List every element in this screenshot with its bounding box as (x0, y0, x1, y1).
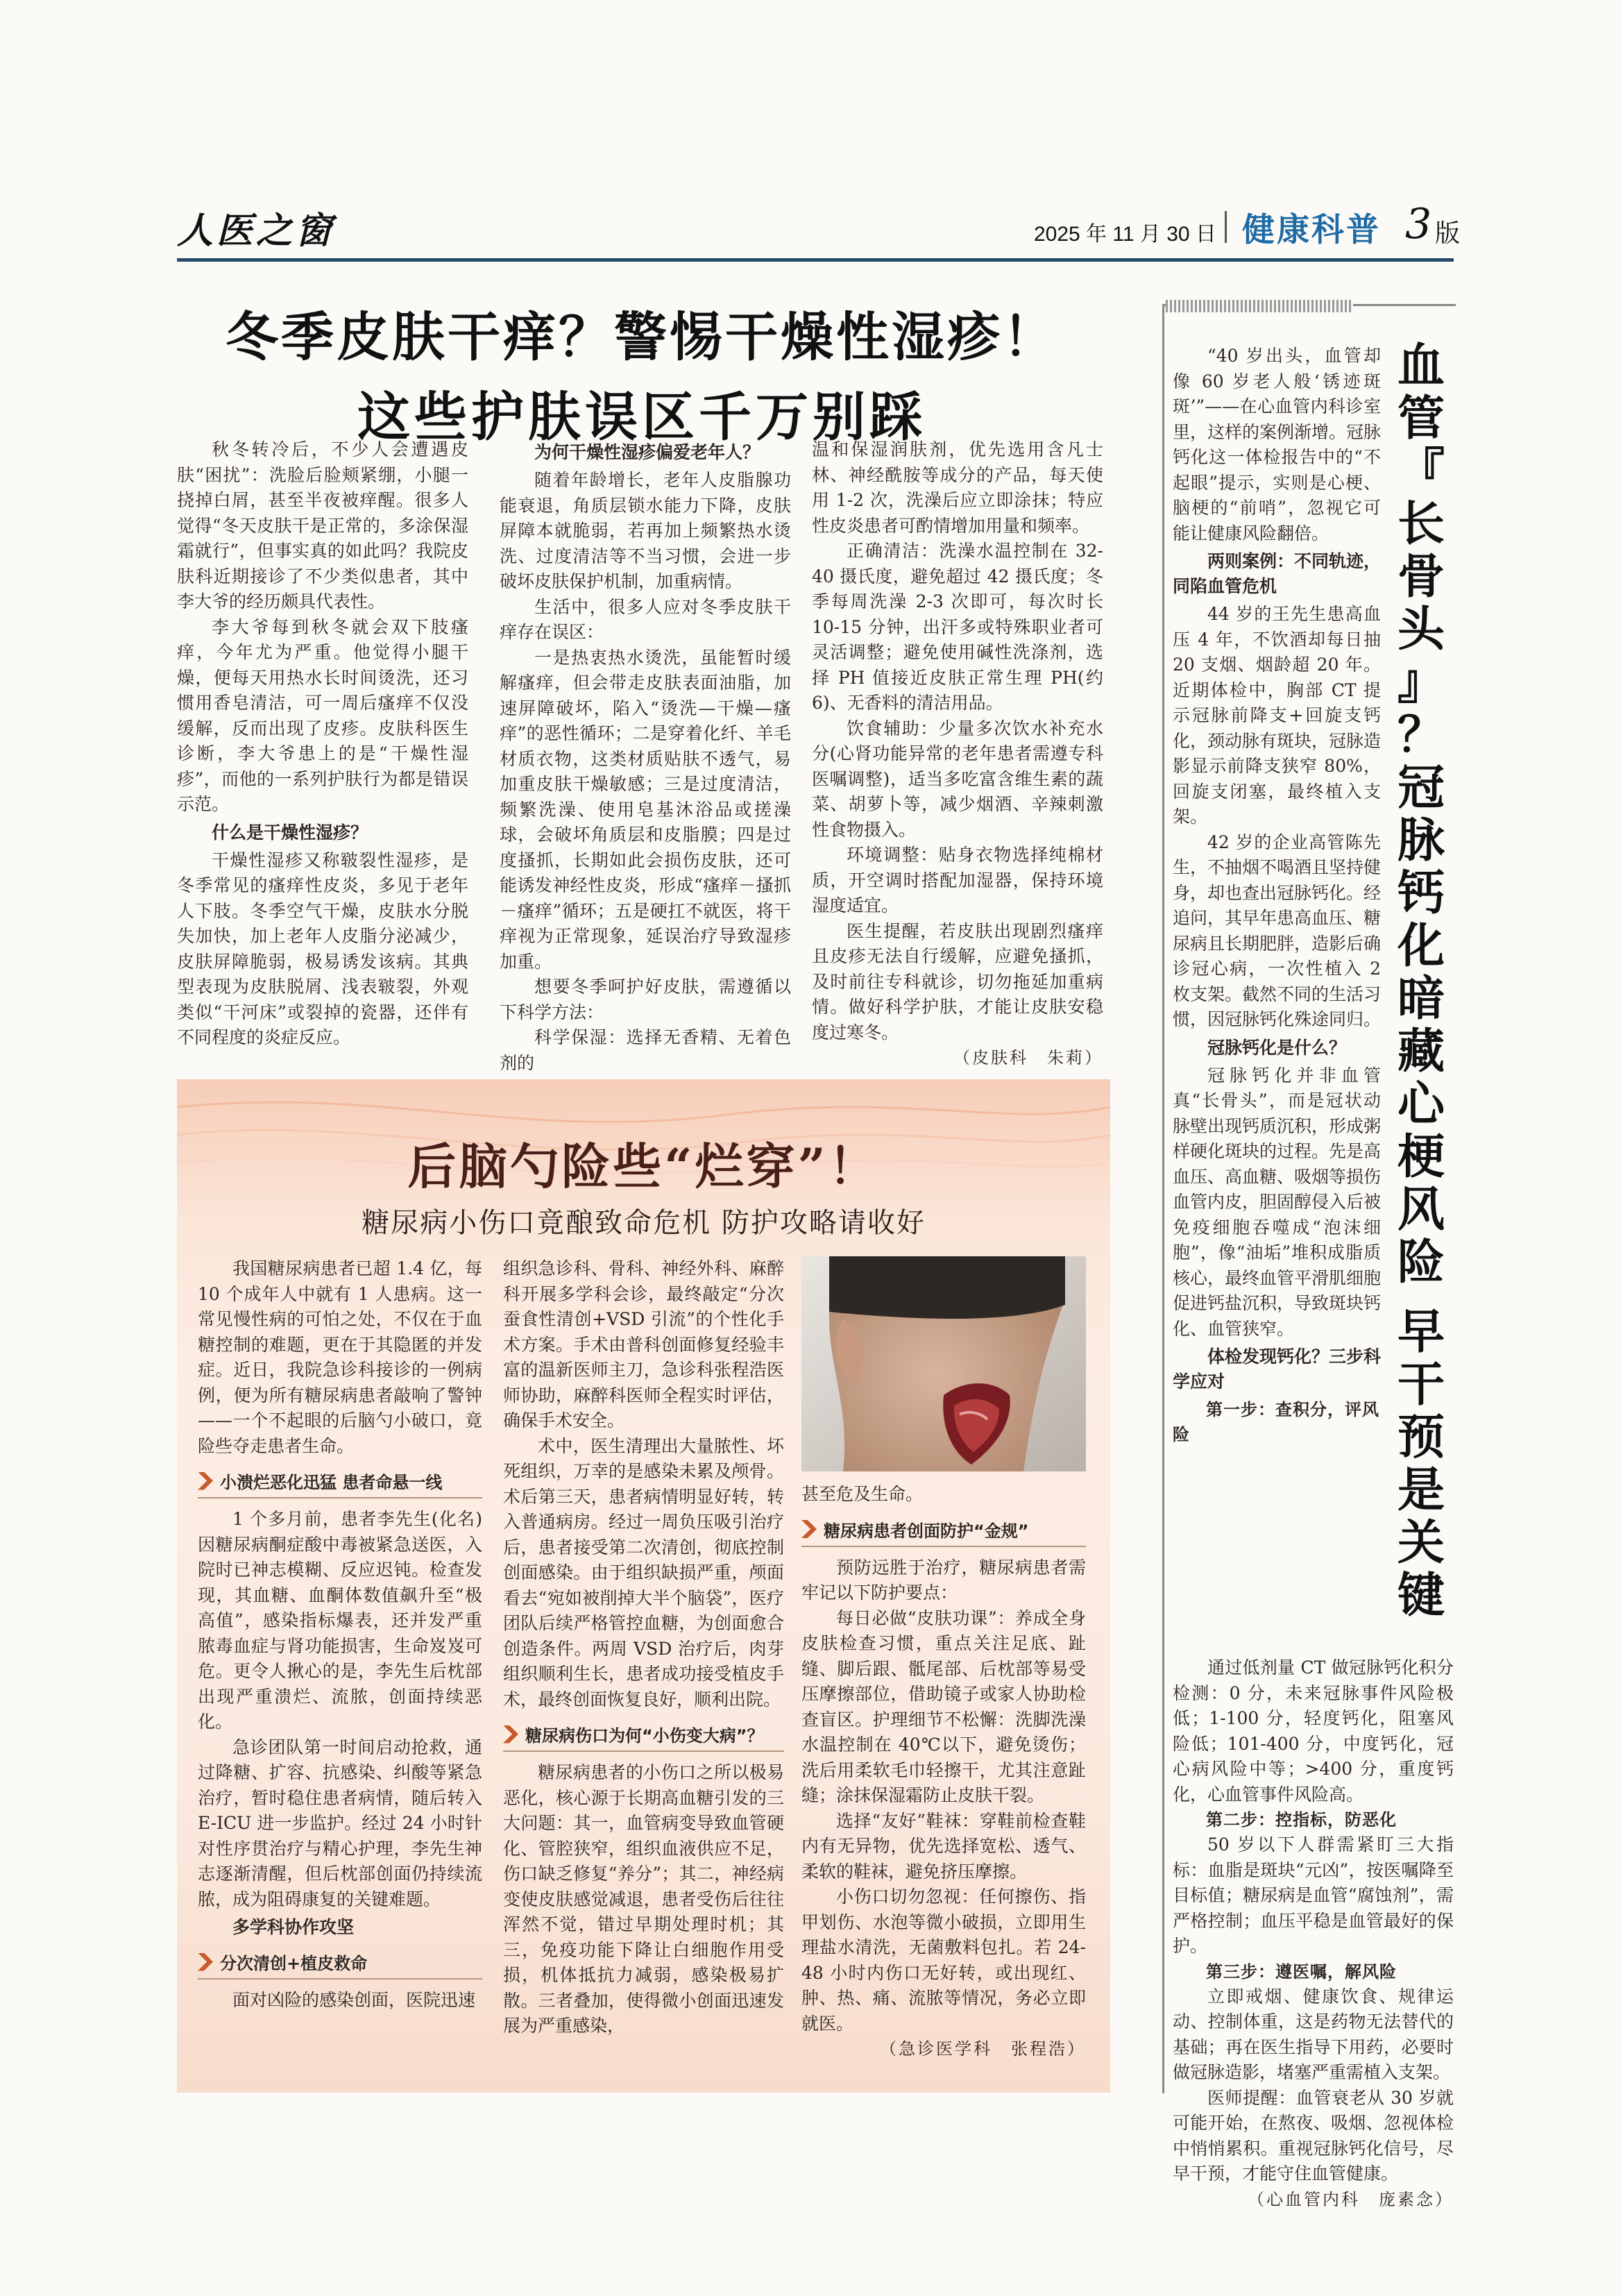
paragraph: 50 岁以下人群需紧盯三大指标：血脂是斑块“元凶”，按医嘱降至目标值；糖尿病是血管“腐蚀剂”，需严格控制；血压平稳是血管最好的保护。 (1173, 1834, 1454, 1956)
sidebar-headline-char: 冠 (1397, 761, 1445, 816)
sidebar-headline-char: 头 (1397, 602, 1445, 657)
subheading: 多学科协作攻坚 (232, 1917, 355, 1937)
subheading: 两则案例：不同轨迹，同陷血管危机 (1173, 551, 1382, 596)
sidebar-headline-char: 险 (1397, 1235, 1445, 1290)
paragraph: 急诊团队第一时间启动抢救，通过降糖、扩容、抗感染、纠酸等紧急治疗，暂时稳住患者病情，随后转入 E-ICU 进一步监护。经过 24 小时针对性序贯治疗与精心护理，李先生神志逐渐清醒，但后枕部创面仍持续流脓，成为阻碍康复的关键难题。 (198, 1737, 482, 1909)
paragraph: 1 个多月前，患者李先生(化名)因糖尿病酮症酸中毒被紧急送医，入院时已神志模糊、反应迟钝。检查发现，其血糖、血酮体数值飙升至“极高值”，感染指标爆表，还并发严重脓毒血症与肾功能损害，生命岌岌可危。更令人揪心的是，李先生后枕部出现严重溃烂、流脓，创面持续恶化。 (198, 1509, 482, 1732)
paragraph: 干燥性湿疹又称皲裂性湿疹，是冬季常见的瘙痒性皮炎，多见于老年人下肢。冬季空气干燥，皮肤水分脱失加快，加上老年人皮脂分泌减少，皮肤屏障脆弱，极易诱发该病。其典型表现为皮肤脱屑、浅表皲裂，外观类似“干河床”或裂掉的瓷器，还伴有不同程度的炎症反应。 (177, 850, 468, 1047)
paragraph: 温和保湿润肤剂，优先选用含凡士林、神经酰胺等成分的产品，每天使用 1-2 次，洗澡后应立即涂抹；特应性皮炎患者可酌情增加用量和频率。 (812, 439, 1103, 536)
sidebar-ornament (1166, 300, 1353, 312)
header-divider (1225, 211, 1227, 243)
paragraph: 李大爷每到秋冬就会双下肢瘙痒，今年尤为严重。他觉得小腿干燥，便每天用热水长时间烫洗，还习惯用香皂清洁，可一周后瘙痒不仅没缓解，反而出现了皮疹。皮肤科医生诊断，李大爷患上的是“干燥性湿疹”，而他的一系列护肤行为都是错误示范。 (177, 616, 468, 814)
paragraph: 生活中，很多人应对冬季皮肤干痒存在误区： (500, 596, 791, 642)
sidebar-headline-char: 脉 (1397, 813, 1445, 868)
step-heading: 第三步：遵医嘱，解风险 (1206, 1961, 1397, 1982)
paragraph: 随着年龄增长，老年人皮脂腺功能衰退，角质层锁水能力下降，皮肤屏障本就脆弱，若再加上频繁热水烫洗、过度清洁等不当习惯，会进一步破坏皮肤保护机制，加重病情。 (500, 470, 791, 591)
section-tag (198, 1469, 482, 1499)
section-tag (801, 1517, 1086, 1547)
sidebar-headline-char: 骨 (1397, 550, 1445, 605)
subheading: 什么是干燥性湿疹？ (212, 822, 368, 843)
sidebar-headline-char: 预 (1397, 1410, 1445, 1465)
paragraph: 立即戒烟、健康饮食、规律运动、控制体重，这是药物无法替代的基础；再在医生指导下用药，必要时做冠脉造影，堵塞严重需植入支架。 (1173, 1986, 1454, 2082)
sidebar-headline-char: 管 (1397, 391, 1445, 446)
article-headline: 冬季皮肤干痒？警惕干燥性湿疹！ (226, 306, 1058, 368)
subheading: 为何干燥性湿疹偏爱老年人？ (534, 442, 760, 462)
sidebar-headline-char: ？ (1397, 708, 1445, 763)
arrow-marker-icon (198, 1472, 213, 1490)
article-column-3 (812, 437, 1103, 1070)
masthead-logo: 人医之窗 (177, 210, 336, 252)
section-tag-label: 糖尿病患者创面防护“金规” (824, 1521, 1029, 1541)
paragraph: 饮食辅助：少量多次饮水补充水分(心肾功能异常的老年患者需遵专科医嘱调整)，适当多吃富含维生素的蔬菜、胡萝卜等，减少烟酒、辛辣刺激性食物摄入。 (812, 718, 1103, 840)
sidebar-headline-char: 钙 (1397, 866, 1445, 921)
paragraph: 环境调整：贴身衣物选择纯棉材质，开空调时搭配加湿器，保持环境湿度适宜。 (812, 845, 1103, 915)
sidebar-headline-char: 』 (1397, 655, 1445, 710)
header-rule (177, 258, 1454, 262)
sidebar-headline-char: 藏 (1397, 1024, 1445, 1079)
wound-photo (801, 1256, 1086, 1471)
sidebar-headline-char: 『 (1397, 444, 1445, 499)
paragraph: 我国糖尿病患者已超 1.4 亿，每 10 个成年人中就有 1 人患病。这一常见慢性病的可怕之处，不仅在于血糖控制的难题，更在于其隐匿的并发症。近日，我院急诊科接诊的一例病例，便为所有糖尿病患者敲响了警钟——一个不起眼的后脑勺小破口，竟险些夺走患者生命。 (198, 1258, 482, 1456)
feature-column-3 (801, 1482, 1086, 2061)
sidebar-headline-char: 长 (1397, 497, 1445, 552)
paragraph: 选择“友好”鞋袜：穿鞋前检查鞋内有无异物，优先选择宽松、透气、柔软的鞋袜，避免挤压摩擦。 (801, 1810, 1086, 1882)
paragraph: 冠脉钙化并非血管真“长骨头”，而是冠状动脉壁出现钙质沉积，形成粥样硬化斑块的过程。先是高血压、高血糖、吸烟等损伤血管内皮，胆固醇侵入后被免疫细胞吞噬成“泡沫细胞”，像“油垢”堆积成脂质核心，最终血管平滑肌细胞促进钙盐沉积，导致斑块钙化、血管狭窄。 (1173, 1065, 1382, 1339)
feature-column-1 (198, 1256, 482, 2014)
section-name: 健康科普 (1242, 211, 1381, 249)
article-headline-line2: 这些护肤误区千万别踩 (357, 386, 926, 448)
paragraph: 组织急诊科、骨科、神经外科、麻醉科开展多学科会诊，最终敲定“分次蚕食性清创+VSD 引流”的个性化手术方案。手术由普科创面修复经验丰富的温新医师主刀，急诊科张程浩医师协助，麻醉科医师全程实时评估，确保手术安全。 (503, 1258, 784, 1430)
page-number: 3 (1405, 200, 1432, 248)
arrow-marker-icon (801, 1520, 817, 1538)
article-column-1 (177, 437, 468, 1051)
section-tag-label: 糖尿病伤口为何“小伤变大病”？ (525, 1726, 764, 1746)
feature-title: 后脑勺险些“烂穿”！ (407, 1138, 880, 1195)
paragraph: 通过低剂量 CT 做冠脉钙化积分检测：0 分，未来冠脉事件风险极低；1-100 分，轻度钙化，阻塞风险低；101-400 分，中度钙化，冠心病风险中等；>400 分，重度钙化，心血管事件风险高。 (1173, 1657, 1454, 1805)
sidebar-headline-char (1393, 1290, 1449, 1306)
paragraph: 正确清洁：洗澡水温控制在 32-40 摄氏度，避免超过 42 摄氏度；冬季每周洗澡 2-3 次即可，每次时长 10-15 分钟，出汗多或特殊职业者可灵活调整；避免使用碱性洗涤剂，选择 PH 值接近皮肤正常生理 PH(约 6)、无香料的清洁用品。 (812, 541, 1103, 713)
sidebar-headline-char: 干 (1397, 1358, 1445, 1412)
paragraph: 44 岁的王先生患高血压 4 年，不饮酒却每日抽 20 支烟、烟龄超 20 年。近期体检中，胸部 CT 提示冠脉前降支+回旋支钙化，颈动脉有斑块，冠脉造影显示前降支狭窄 80%，回旋支闭塞，最终植入支架。 (1173, 604, 1382, 827)
page-suffix: 版 (1435, 219, 1461, 248)
paragraph: 小伤口切勿忽视：任何擦伤、指甲划伤、水泡等微小破损，立即用生理盐水清洗，无菌敷料包扎。若 24-48 小时内伤口无好转，或出现红、肿、热、痛、流脓等情况，务必立即就医。 (801, 1886, 1086, 2034)
sidebar-headline-char: 关 (1397, 1516, 1445, 1571)
paragraph: 甚至危及生命。 (801, 1484, 924, 1504)
feature-subtitle: 糖尿病小伤口竟酿致命危机 防护攻略请收好 (362, 1207, 926, 1239)
paragraph: 42 岁的企业高管陈先生，不抽烟不喝酒且坚持健身，却也查出冠脉钙化。经追问，其早年患高血压、糖尿病且长期肥胖，造影后确诊冠心病，一次性植入 2 枚支架。截然不同的生活习惯，因冠脉钙化殊途同归。 (1173, 832, 1382, 1029)
issue-date: 2025 年 11 月 30 日 (1034, 223, 1216, 246)
sidebar-headline (1393, 340, 1449, 1623)
sidebar-headline-char: 梗 (1397, 1130, 1445, 1185)
arrow-marker-icon (503, 1725, 518, 1744)
step-heading: 第一步：查积分，评风险 (1173, 1399, 1379, 1444)
paragraph: 面对凶险的感染创面，医院迅速 (232, 1990, 476, 2010)
sidebar-headline-char: 血 (1397, 339, 1445, 394)
sidebar-headline-char: 化 (1397, 919, 1445, 974)
sidebar-headline-char: 心 (1397, 1077, 1445, 1132)
paragraph: 一是热衷热水烫洗，虽能暂时缓解瘙痒，但会带走皮肤表面油脂，加速屏障破坏，陷入“烫洗—干燥—瘙痒”的恶性循环；二是穿着化纤、羊毛材质衣物，这类材质贴肤不透气，易加重皮肤干燥敏感；三是过度清洁，频繁洗澡、使用皂基沐浴品或搓澡球，会破坏角质层和皮脂膜；四是过度搔抓，长期如此会损伤皮肤，还可能诱发神经性皮炎，形成“瘙痒－搔抓－瘙痒”循环；五是硬扛不就医，将干痒视为正常现象，延误治疗导致湿疹加重。 (500, 647, 791, 972)
sidebar-headline-char: 是 (1397, 1463, 1445, 1518)
paragraph: “40 岁出头，血管却像 60 岁老人般‘锈迹斑斑’”——在心血管内科诊室里，这样的案例渐增。冠脉钙化这一体检报告中的“不起眼”提示，实则是心梗、脑梗的“前哨”，忽视它可能让健康风险翻倍。 (1173, 346, 1382, 543)
section-tag (198, 1950, 482, 1980)
byline: （急诊医学科 张程浩） (880, 2039, 1086, 2059)
paragraph: 糖尿病患者的小伤口之所以极易恶化，核心源于长期高血糖引发的三大问题：其一，血管病变导致血管硬化、管腔狭窄，组织血液供应不足，伤口缺乏修复“养分”；其二，神经病变使皮肤感觉减退，患者受伤后往往浑然不觉，错过早期处理时机；其三，免疫功能下降让白细胞作用受损，机体抵抗力减弱，感染极易扩散。三者叠加，使得微小创面迅速发展为严重感染， (503, 1762, 784, 2036)
subheading: 体检发现钙化？三步科学应对 (1173, 1347, 1382, 1392)
paragraph: 医生提醒，若皮肤出现剧烈瘙痒且皮疹无法自行缓解，应避免搔抓，及时前往专科就诊，切勿拖延加重病情。做好科学护肤，才能让皮肤安稳度过寒冬。 (812, 920, 1103, 1043)
section-tag-label: 分次清创+植皮救命 (220, 1954, 368, 1973)
paragraph: 预防远胜于治疗，糖尿病患者需牢记以下防护要点： (801, 1557, 1086, 1603)
subheading: 冠脉钙化是什么？ (1207, 1037, 1347, 1058)
paragraph: 每日必做“皮肤功课”：养成全身皮肤检查习惯，重点关注足底、趾缝、脚后跟、骶尾部、后枕部等易受压摩擦部位，借助镜子或家人协助检查盲区。护理细节不松懈：洗脚洗澡水温控制在 40℃以下，避免烫伤；洗后用柔软毛巾轻擦干，尤其注意趾缝；涂抹保湿霜防止皮肤干裂。 (801, 1607, 1086, 1805)
sidebar-headline-char: 键 (1397, 1569, 1445, 1623)
section-tag (503, 1722, 784, 1752)
sidebar-headline-char: 早 (1397, 1305, 1445, 1360)
sidebar-headline-char: 暗 (1397, 972, 1445, 1027)
section-tag-label: 小溃烂恶化迅猛 患者命悬一线 (220, 1473, 443, 1492)
sidebar-headline-char: 风 (1397, 1183, 1445, 1238)
paragraph: 术中，医生清理出大量脓性、坏死组织，万幸的是感染未累及颅骨。术后第三天，患者病情明显好转，转入普通病房。经过一周负压吸引治疗后，患者接受第二次清创，彻底控制创面感染。由于组织缺损严重，颅面看去“宛如被削掉大半个脑袋”，医疗团队后续严格管控血糖，为创面愈合创造条件。两周 VSD 治疗后，肉芽组织顺利生长，患者成功接受植皮手术，最终创面恢复良好，顺利出院。 (503, 1435, 784, 1710)
sidebar-article-body (1173, 344, 1381, 1447)
paragraph: 想要冬季呵护好皮肤，需遵循以下科学方法： (500, 977, 791, 1022)
article-column-2 (500, 437, 791, 1076)
paragraph: 秋冬转冷后，不少人会遭遇皮肤“困扰”：洗脸后脸颊紧绷，小腿一挠掉白屑，甚至半夜被痒醒。很多人觉得“冬天皮肤干是正常的，多涂保湿霜就行”，但事实真的如此吗？我院皮肤科近期接诊了不少类似患者，其中李大爷的经历颇具代表性。 (177, 439, 468, 611)
paragraph: 科学保湿：选择无香精、无着色剂的 (500, 1027, 791, 1073)
byline: （心血管内科 庞素念） (1248, 2189, 1454, 2209)
arrow-marker-icon (198, 1953, 213, 1971)
step-heading: 第二步：控指标，防恶化 (1206, 1809, 1397, 1830)
feature-column-2 (503, 1256, 784, 2039)
sidebar-article-body-wide (1173, 1655, 1454, 2212)
byline: （皮肤科 朱莉） (953, 1048, 1103, 1067)
paragraph: 医师提醒：血管衰老从 30 岁就可能开始，在熬夜、吸烟、忽视体检中悄悄累积。重视冠脉钙化信号，尽早干预，才能守住血管健康。 (1173, 2087, 1454, 2184)
